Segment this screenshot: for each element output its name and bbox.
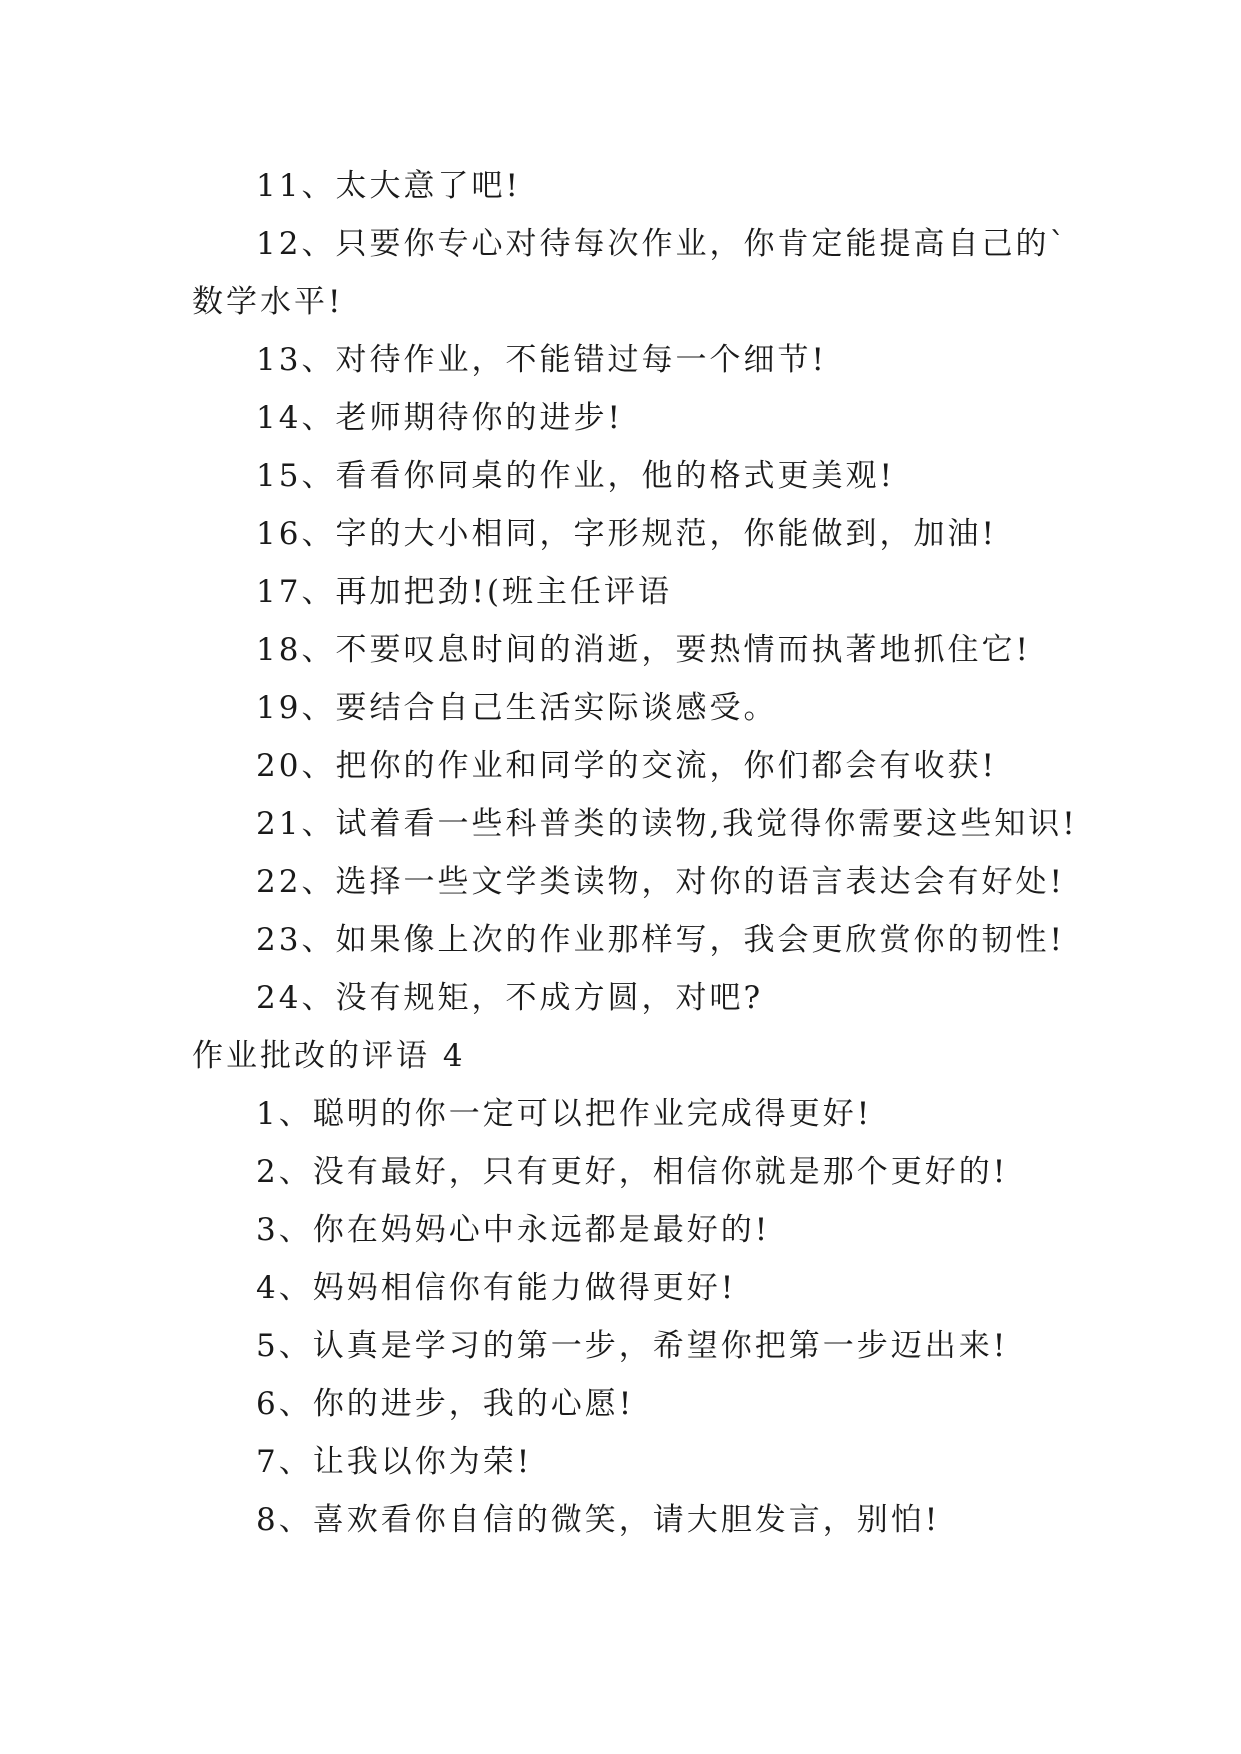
comment-line: 23、如果像上次的作业那样写，我会更欣赏你的韧性! [256,922,1065,958]
comment-line: 12、只要你专心对待每次作业，你肯定能提高自己的` [256,226,1068,262]
section-heading: 作业批改的评语 4 [192,1038,466,1074]
comment-line: 7、让我以你为荣! [256,1444,533,1480]
comment-line: 1、聪明的你一定可以把作业完成得更好! [256,1096,873,1132]
comment-line: 21、试着看一些科普类的读物,我觉得你需要这些知识! [256,806,1078,842]
comment-line: 18、不要叹息时间的消逝，要热情而执著地抓住它! [256,632,1031,668]
comment-line: 4、妈妈相信你有能力做得更好! [256,1270,737,1306]
comment-line: 5、认真是学习的第一步，希望你把第一步迈出来! [256,1328,1009,1364]
comment-line: 16、字的大小相同，字形规范，你能做到，加油! [256,516,997,552]
comment-line: 8、喜欢看你自信的微笑，请大胆发言，别怕! [256,1502,941,1538]
comment-line: 2、没有最好，只有更好，相信你就是那个更好的! [256,1154,1009,1190]
comment-line: 14、老师期待你的进步! [256,400,623,436]
comment-line: 20、把你的作业和同学的交流，你们都会有收获! [256,748,997,784]
comment-line: 17、再加把劲!(班主任评语 [256,574,672,610]
comment-line-continuation: 数学水平! [192,284,344,320]
comment-line: 22、选择一些文学类读物，对你的语言表达会有好处! [256,864,1065,900]
comment-line: 19、要结合自己生活实际谈感受。 [256,690,778,726]
comment-line: 6、你的进步，我的心愿! [256,1386,635,1422]
comment-line: 15、看看你同桌的作业，他的格式更美观! [256,458,895,494]
comment-line: 11、太大意了吧! [256,168,521,204]
comment-line: 3、你在妈妈心中永远都是最好的! [256,1212,771,1248]
comment-line: 13、对待作业，不能错过每一个细节! [256,342,827,378]
comment-line: 24、没有规矩，不成方圆，对吧? [256,980,764,1016]
